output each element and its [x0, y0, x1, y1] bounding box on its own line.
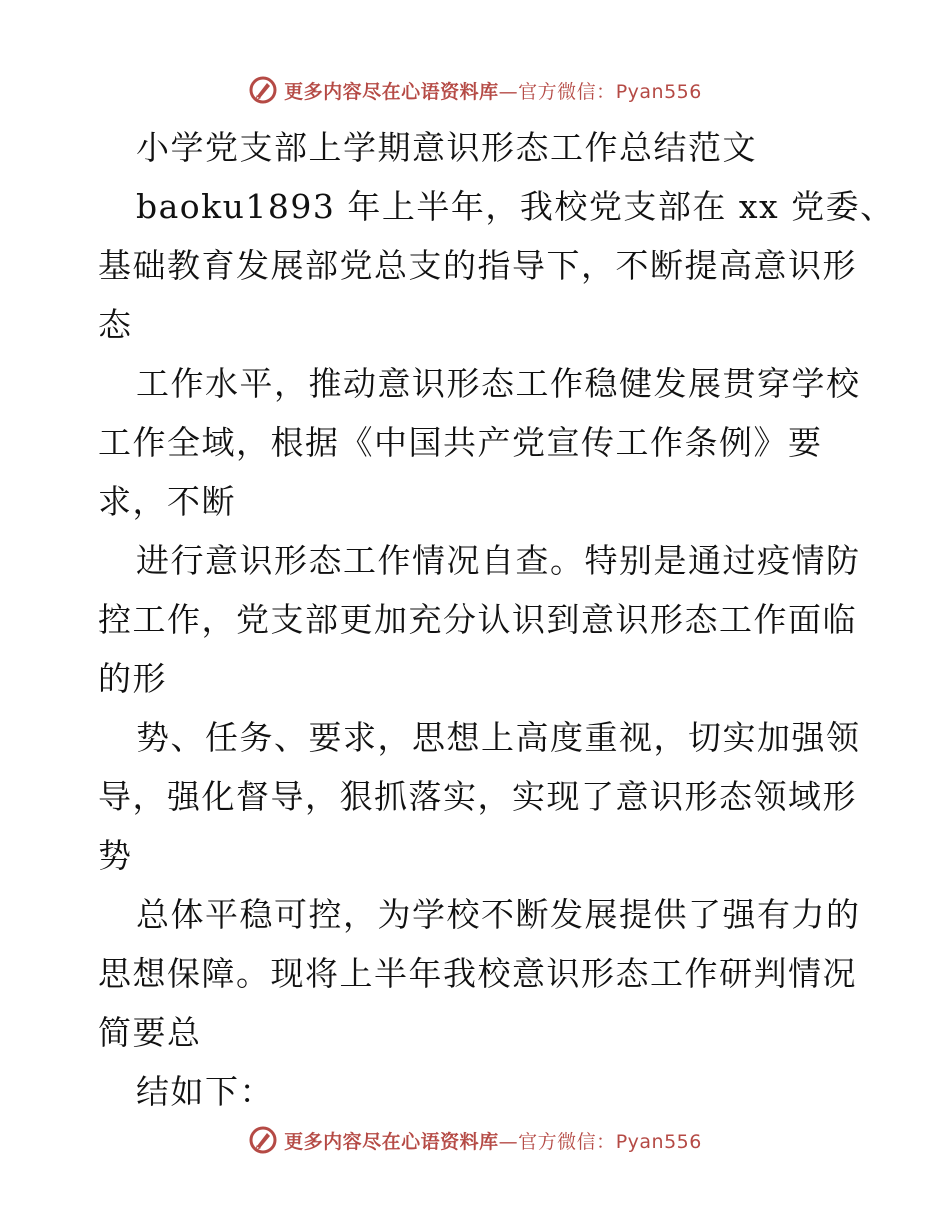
paragraph-line: 思想保障。现将上半年我校意识形态工作研判情况: [98, 954, 857, 993]
paragraph-line: 导，强化督导，狠抓落实，实现了意识形态领域形: [98, 777, 857, 816]
header-banner: [0, 70, 950, 110]
document-title: 小学党支部上学期意识形态工作总结范文: [136, 128, 757, 167]
footer-site-text: 更多内容尽在心语资料库: [284, 1130, 499, 1153]
paragraph-line: baoku1893 年上半年，我校党支部在 xx 党委、: [136, 187, 895, 226]
footer-contact-label: 官方微信：: [518, 1130, 616, 1153]
paragraph-line: 势: [98, 836, 133, 875]
footer-banner: [0, 1120, 950, 1160]
paragraph-line: 工作全域，根据《中国共产党宣传工作条例》要: [98, 423, 823, 462]
pen-logo-icon: [248, 1125, 278, 1155]
paragraph-line: 结如下：: [136, 1072, 274, 1111]
paragraph-line: 工作水平，推动意识形态工作稳健发展贯穿学校: [136, 364, 861, 403]
paragraph-line: 简要总: [98, 1013, 202, 1052]
header-site-text: 更多内容尽在心语资料库: [284, 80, 499, 103]
paragraph-line: 进行意识形态工作情况自查。特别是通过疫情防: [136, 541, 861, 580]
footer-contact-id: Pyan556: [615, 1130, 702, 1153]
paragraph-line: 态: [98, 305, 133, 344]
header-contact-label: 官方微信：: [518, 80, 616, 103]
header-separator: —: [498, 80, 519, 103]
header-contact-id: Pyan556: [615, 80, 702, 103]
paragraph-line: 的形: [98, 659, 167, 698]
paragraph-line: 基础教育发展部党总支的指导下，不断提高意识形: [98, 246, 857, 285]
paragraph-line: 总体平稳可控，为学校不断发展提供了强有力的: [136, 895, 861, 934]
pen-logo-icon: [248, 75, 278, 105]
paragraph-line: 控工作，党支部更加充分认识到意识形态工作面临: [98, 600, 857, 639]
document-body: [98, 118, 895, 1121]
paragraph-line: 求，不断: [98, 482, 236, 521]
paragraph-line: 势、任务、要求，思想上高度重视，切实加强领: [136, 718, 861, 757]
header-banner-text: [284, 77, 702, 104]
footer-separator: —: [498, 1130, 519, 1153]
footer-banner-text: [284, 1127, 702, 1154]
